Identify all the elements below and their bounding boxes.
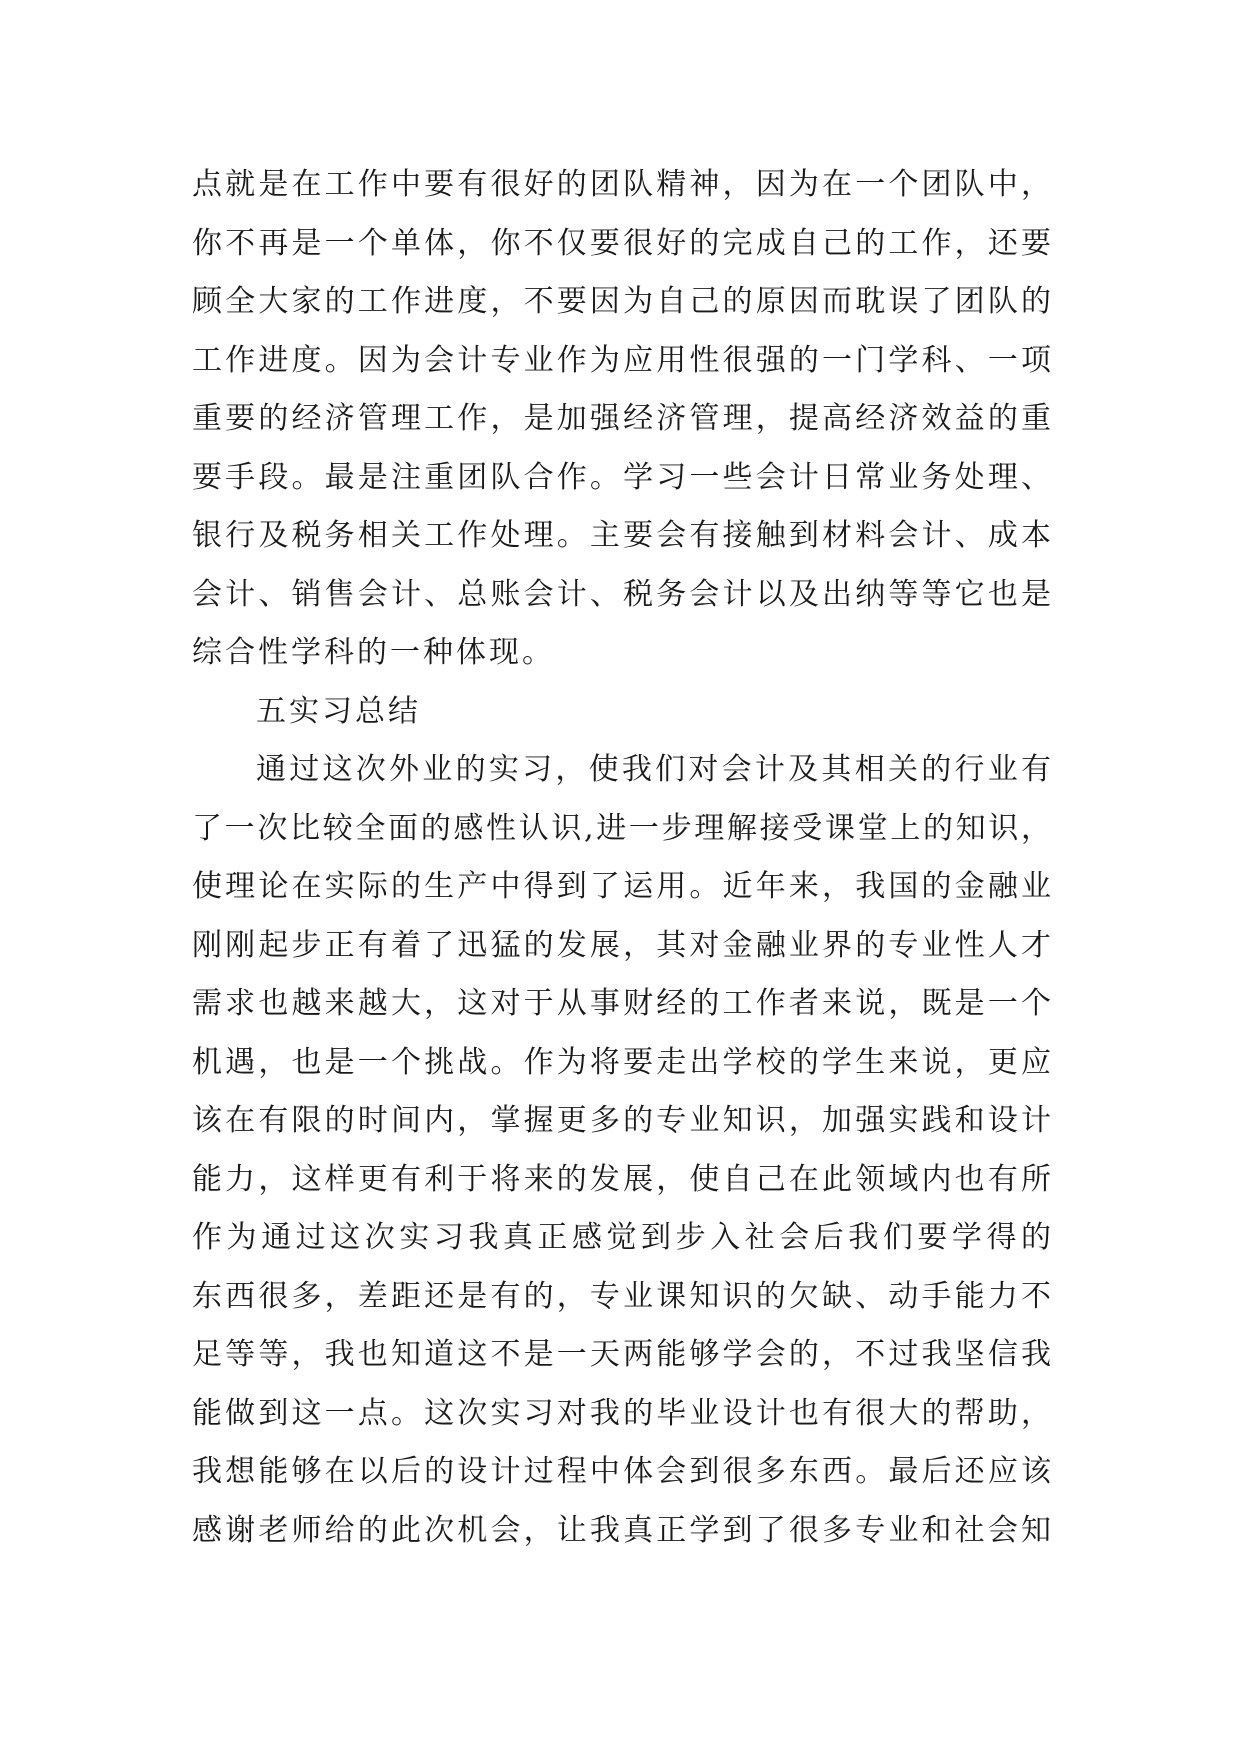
text-line: 东西很多，差距还是有的，专业课知识的欠缺、动手能力不 (192, 1278, 1052, 1314)
text-line: 点就是在工作中要有很好的团队精神，因为在一个团队中， (192, 167, 1052, 202)
text-line: 刚刚起步正有着了迅猛的发展，其对金融业界的专业性人才 (192, 927, 1052, 963)
text-line: 能力，这样更有利于将来的发展，使自己在此领域内也有所 (192, 1161, 1052, 1197)
text-line: 了一次比较全面的感性认识,进一步理解接受课堂上的知识， (192, 810, 1052, 846)
text-line: 会计、销售会计、总账会计、税务会计以及出纳等等它也是 (192, 576, 1052, 612)
text-line: 作为通过这次实习我真正感觉到步入社会后我们要学得的 (192, 1220, 1052, 1255)
paragraph-first-line: 通过这次外业的实习，使我们对会计及其相关的行业有 (256, 752, 1052, 787)
text-line: 要手段。最是注重团队合作。学习一些会计日常业务处理、 (192, 459, 1052, 495)
text-line: 感谢老师给的此次机会，让我真正学到了很多专业和社会知 (192, 1512, 1052, 1548)
text-line: 机遇，也是一个挑战。作为将要走出学校的学生来说，更应 (192, 1044, 1052, 1080)
text-line: 使理论在实际的生产中得到了运用。近年来，我国的金融业 (192, 869, 1052, 904)
section-heading: 五实习总结 (256, 693, 421, 729)
text-line: 顾全大家的工作进度，不要因为自己的原因而耽误了团队的 (192, 284, 1052, 319)
text-line: 足等等，我也知道这不是一天两能够学会的，不过我坚信我 (192, 1337, 1052, 1372)
text-line: 需求也越来越大，这对于从事财经的工作者来说，既是一个 (192, 986, 1052, 1021)
text-line: 该在有限的时间内，掌握更多的专业知识，加强实践和设计 (192, 1103, 1052, 1138)
text-line: 工作进度。因为会计专业作为应用性很强的一门学科、一项 (192, 342, 1052, 378)
text-line: 你不再是一个单体，你不仅要很好的完成自己的工作，还要 (192, 225, 1052, 261)
document-body (192, 156, 1052, 1560)
text-line: 能做到这一点。这次实习对我的毕业设计也有很大的帮助， (192, 1395, 1052, 1431)
text-line: 我想能够在以后的设计过程中体会到很多东西。最后还应该 (192, 1454, 1052, 1489)
text-line: 综合性学科的一种体现。 (192, 635, 555, 670)
text-line: 重要的经济管理工作，是加强经济管理，提高经济效益的重 (192, 401, 1052, 436)
text-line: 银行及税务相关工作处理。主要会有接触到材料会计、成本 (192, 518, 1052, 553)
